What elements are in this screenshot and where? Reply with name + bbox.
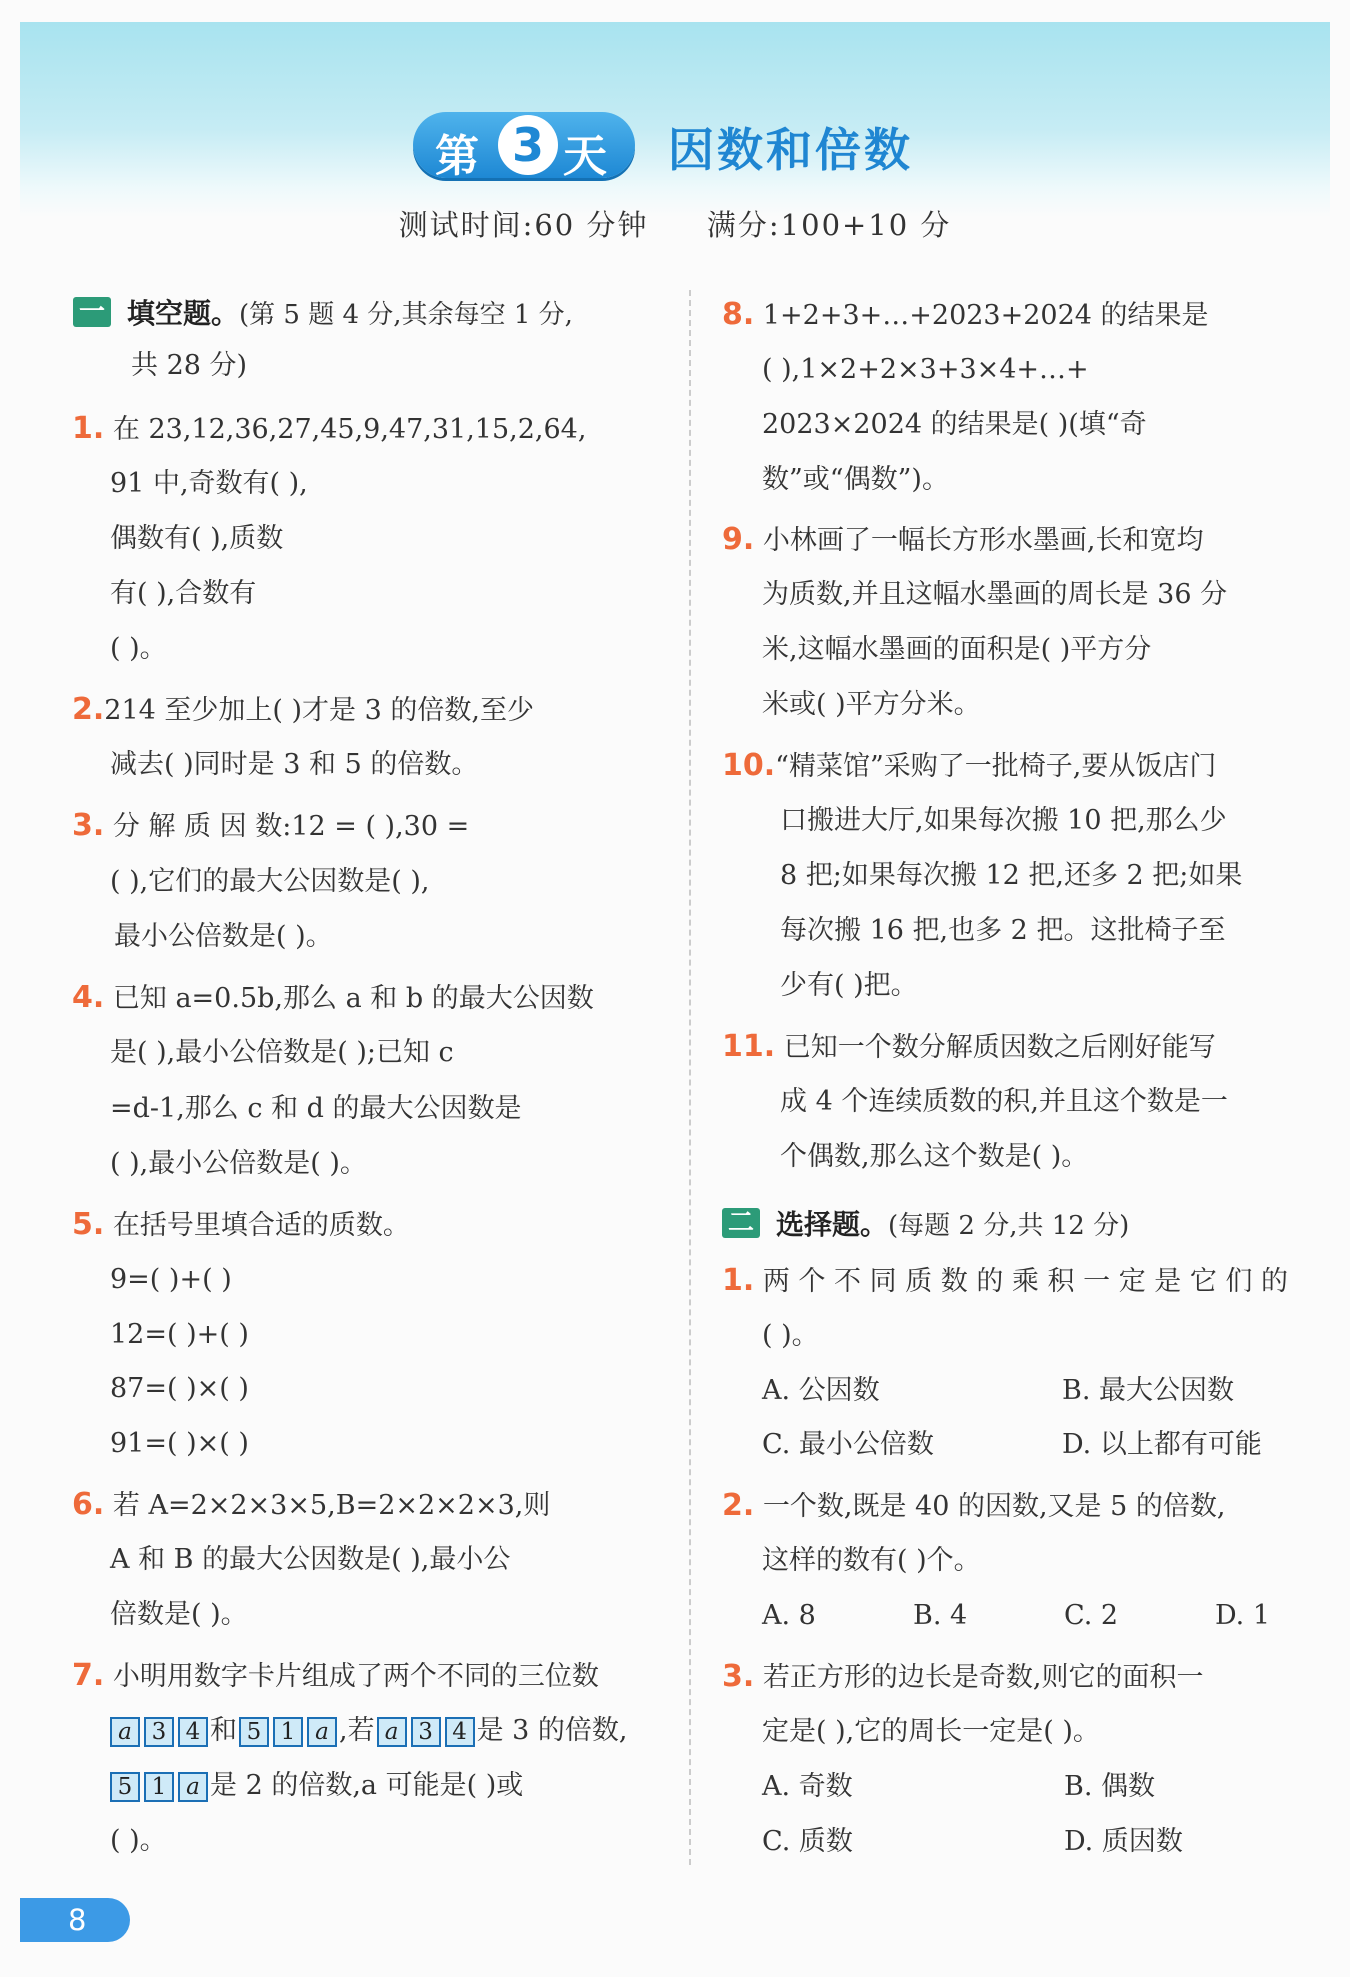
question-9 [722,520,1203,561]
option-c: C. 2 [1064,1600,1119,1631]
question-text: A 和 B 的最大公因数是( ),最小公 [110,1544,511,1575]
question-text: “精菜馆”采购了一批椅子,要从饭店门 [775,751,1217,782]
full-score: 满分:100+10 分 [706,208,952,242]
question-text: 2023×2024 的结果是( )(填“奇 [762,409,1147,440]
question-number: 9. [722,522,755,557]
question-number: 1. [72,411,105,446]
question-text: 数”或“偶数”)。 [762,464,949,495]
question-text: 米或( )平方分米。 [762,689,981,720]
question-text [108,1766,523,1806]
question-text: 成 4 个连续质数的积,并且这个数是一 [780,1086,1228,1117]
test-time: 测试时间:60 分钟 [398,208,649,242]
option-a: A. 公因数 [762,1375,880,1406]
section-choice-header [722,1203,1129,1243]
question-number: 2. [72,692,105,727]
section-badge: 二 [722,1208,760,1238]
section-note: (第 5 题 4 分,其余每空 1 分, [239,299,573,330]
question-2 [72,690,534,731]
question-text: 小林画了一幅长方形水墨画,长和宽均 [762,525,1204,556]
option-c: C. 最小公倍数 [762,1429,934,1460]
question-4 [72,978,594,1019]
question-number: 7. [72,1658,105,1693]
question-8 [722,295,1209,336]
digit-card: a [178,1772,208,1802]
section-title: 填空题。 [127,297,240,330]
question-number: 4. [72,980,105,1015]
digit-card: 3 [144,1717,174,1747]
option-d: D. 质因数 [1064,1826,1183,1857]
question-text: ( ),最小公倍数是( )。 [110,1148,367,1179]
question-text: 有( ),合数有 [110,578,257,609]
question-text: 已知 a=0.5b,那么 a 和 b 的最大公因数 [112,983,594,1014]
question-text: 若 A=2×2×3×5,B=2×2×2×3,则 [112,1490,551,1521]
equation-row: 9=( )+( ) [110,1264,232,1295]
question-number: 10. [722,748,776,783]
column-divider [689,290,691,1865]
question-text: 个偶数,那么这个数是( )。 [780,1141,1089,1172]
text-fragment: ,若 [339,1715,375,1746]
question-text: ( )。 [762,1320,819,1351]
section-note: (每题 2 分,共 12 分) [888,1210,1130,1241]
question-text: 是( ),最小公倍数是( );已知 c [110,1037,454,1068]
option-d: D. 1 [1215,1600,1271,1631]
digit-card: 4 [445,1717,475,1747]
equation-row: 87=( )×( ) [110,1373,249,1404]
question-text: 这样的数有( )个。 [762,1545,981,1576]
question-text: 为质数,并且这幅水墨画的周长是 36 分 [762,579,1228,610]
question-text: 一个数,既是 40 的因数,又是 5 的倍数, [762,1491,1226,1522]
question-text: 最小公倍数是( )。 [114,921,333,952]
digit-card: 5 [239,1717,269,1747]
choice-question-1 [722,1261,1288,1302]
digit-card: 3 [411,1717,441,1747]
day-number: 3 [498,115,558,175]
question-text: 在括号里填合适的质数。 [112,1210,410,1241]
section-title: 选择题。 [776,1208,889,1241]
question-10 [722,746,1216,787]
question-text: 在 23,12,36,27,45,9,47,31,15,2,64, [112,414,587,445]
question-text: 每次搬 16 把,也多 2 把。这批椅子至 [780,915,1226,946]
question-number: 6. [72,1487,105,1522]
question-number: 2. [722,1488,755,1523]
question-text [108,1711,628,1751]
question-1 [72,409,586,450]
equation-row: 12=( )+( ) [110,1319,249,1350]
day-label-prefix: 第 [435,131,479,182]
digit-card: a [307,1717,337,1747]
question-number: 5. [72,1207,105,1242]
question-text: 已知一个数分解质因数之后刚好能写 [783,1032,1216,1063]
question-text: 口搬进大厅,如果每次搬 10 把,那么少 [780,805,1227,836]
section-fill-blank-header [73,292,573,332]
option-a: A. 奇数 [762,1771,853,1802]
digit-card: 4 [178,1717,208,1747]
question-number: 3. [722,1659,755,1694]
question-11 [722,1027,1216,1068]
day-label-suffix: 天 [563,131,607,182]
topic-title: 因数和倍数 [668,123,913,177]
test-meta [0,203,1350,244]
question-text: 若正方形的边长是奇数,则它的面积一 [762,1662,1204,1693]
digit-card: a [110,1717,140,1747]
digit-card: a [377,1717,407,1747]
choice-question-2 [722,1486,1226,1527]
question-text: 米,这幅水墨画的面积是( )平方分 [762,634,1152,665]
question-text: ( )。 [110,633,167,664]
question-text: 214 至少加上( )才是 3 的倍数,至少 [104,695,534,726]
question-text: 偶数有( ),质数 [110,523,284,554]
option-a: A. 8 [762,1600,816,1631]
question-text: ( )。 [110,1825,167,1856]
question-number: 8. [722,297,755,332]
question-number: 3. [72,808,105,843]
digit-card: 5 [110,1772,140,1802]
question-6 [72,1485,550,1526]
question-text: ( ),它们的最大公因数是( ), [110,866,430,897]
question-number: 11. [722,1029,776,1064]
page-number: 8 [20,1898,130,1942]
choice-question-3 [722,1657,1203,1698]
question-text: 两 个 不 同 质 数 的 乘 积 一 定 是 它 们 的 [762,1266,1289,1297]
section-badge: 一 [73,297,111,327]
section-note-cont: 共 28 分) [131,350,248,381]
question-text: 8 把;如果每次搬 12 把,还多 2 把;如果 [780,860,1243,891]
question-text: ( ),1×2+2×3+3×4+…+ [762,354,1089,385]
question-text: 倍数是( )。 [110,1599,248,1630]
equation-row: 91=( )×( ) [110,1428,249,1459]
question-text: 91 中,奇数有( ), [110,468,308,499]
digit-card: 1 [144,1772,174,1802]
question-3 [72,806,469,847]
digit-card: 1 [273,1717,303,1747]
question-text: 1+2+3+…+2023+2024 的结果是 [762,300,1209,331]
question-text: 减去( )同时是 3 和 5 的倍数。 [110,749,479,780]
question-text: 小明用数字卡片组成了两个不同的三位数 [112,1661,599,1692]
text-fragment: 是 3 的倍数, [476,1715,628,1746]
question-5 [72,1205,410,1246]
option-b: B. 最大公因数 [1062,1375,1235,1406]
text-fragment: 和 [210,1715,237,1746]
option-c: C. 质数 [762,1826,853,1857]
option-d: D. 以上都有可能 [1062,1429,1262,1460]
question-text: 分 解 质 因 数:12 = ( ),30 = [112,811,470,842]
question-number: 1. [722,1263,755,1298]
day-badge [413,112,635,182]
option-b: B. 偶数 [1064,1771,1156,1802]
question-7 [72,1656,599,1697]
text-fragment: 是 2 的倍数,a 可能是( )或 [210,1770,524,1801]
option-b: B. 4 [913,1600,968,1631]
question-text: =d-1,那么 c 和 d 的最大公因数是 [110,1093,522,1124]
question-text: 定是( ),它的周长一定是( )。 [762,1716,1100,1747]
question-text: 少有( )把。 [780,970,918,1001]
